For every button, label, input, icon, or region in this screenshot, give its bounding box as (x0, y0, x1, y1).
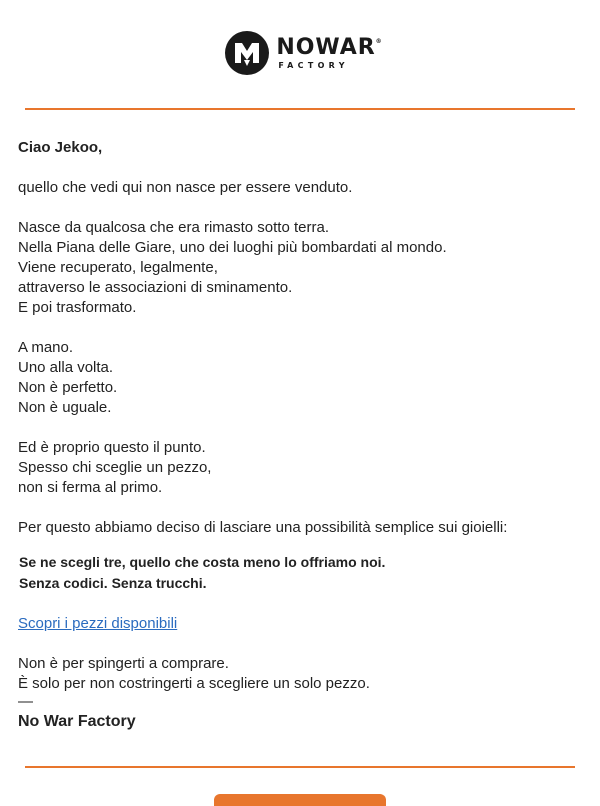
offer-block (19, 552, 578, 594)
signature-dash: — (18, 693, 33, 710)
origin-line: Viene recuperato, legalmente, (18, 259, 218, 276)
email-body (18, 138, 578, 732)
handmade-line: Non è uguale. (18, 399, 112, 416)
point-line: non si ferma al primo. (18, 479, 163, 496)
closing-paragraph (18, 654, 578, 694)
closing-line: È solo per non costringerti a scegliere un solo pezzo. (18, 675, 370, 692)
offer-line: Se ne scegli tre, quello che costa meno lo offriamo noi. (19, 554, 386, 570)
registered-mark: ® (375, 37, 383, 45)
logo-name (276, 34, 383, 60)
origin-line: attraverso le associazioni di sminamento. (18, 279, 293, 296)
intro-line: quello che vedi qui non nasce per essere venduto. (18, 179, 353, 196)
logo-name-text: NOWAR (276, 34, 376, 60)
origin-line: E poi trasformato. (18, 299, 137, 316)
closing-line: Non è per spingerti a comprare. (18, 655, 229, 672)
greeting: Ciao Jekoo, (18, 139, 103, 156)
logo-subtitle: FACTORY (278, 60, 349, 70)
bottom-divider (25, 766, 575, 768)
origin-line: Nasce da qualcosa che era rimasto sotto terra. (18, 219, 329, 236)
handmade-line: Uno alla volta. (18, 359, 114, 376)
discover-pieces-link[interactable]: Scopri i pezzi disponibili (18, 615, 178, 632)
point-paragraph (18, 438, 578, 498)
origin-paragraph (18, 218, 578, 318)
handmade-line: Non è perfetto. (18, 379, 118, 396)
nowar-logo-icon (224, 30, 270, 76)
point-line: Spesso chi sceglie un pezzo, (18, 459, 212, 476)
origin-line: Nella Piana delle Giare, uno dei luoghi più bombardati al mondo. (18, 239, 447, 256)
handmade-line: A mano. (18, 339, 74, 356)
header-logo-area (0, 30, 600, 76)
decision-line: Per questo abbiamo deciso di lasciare una possibilità semplice sui gioielli: (18, 519, 508, 536)
offer-line: Senza codici. Senza trucchi. (19, 575, 207, 591)
intro-paragraph (18, 178, 578, 198)
top-divider (25, 108, 575, 110)
signature: No War Factory (18, 713, 136, 730)
handmade-paragraph (18, 338, 578, 418)
brand-logo[interactable] (224, 30, 383, 76)
footer-cta-button[interactable] (214, 794, 386, 806)
decision-paragraph (18, 518, 578, 538)
logo-text (276, 34, 383, 70)
point-line: Ed è proprio questo il punto. (18, 439, 206, 456)
